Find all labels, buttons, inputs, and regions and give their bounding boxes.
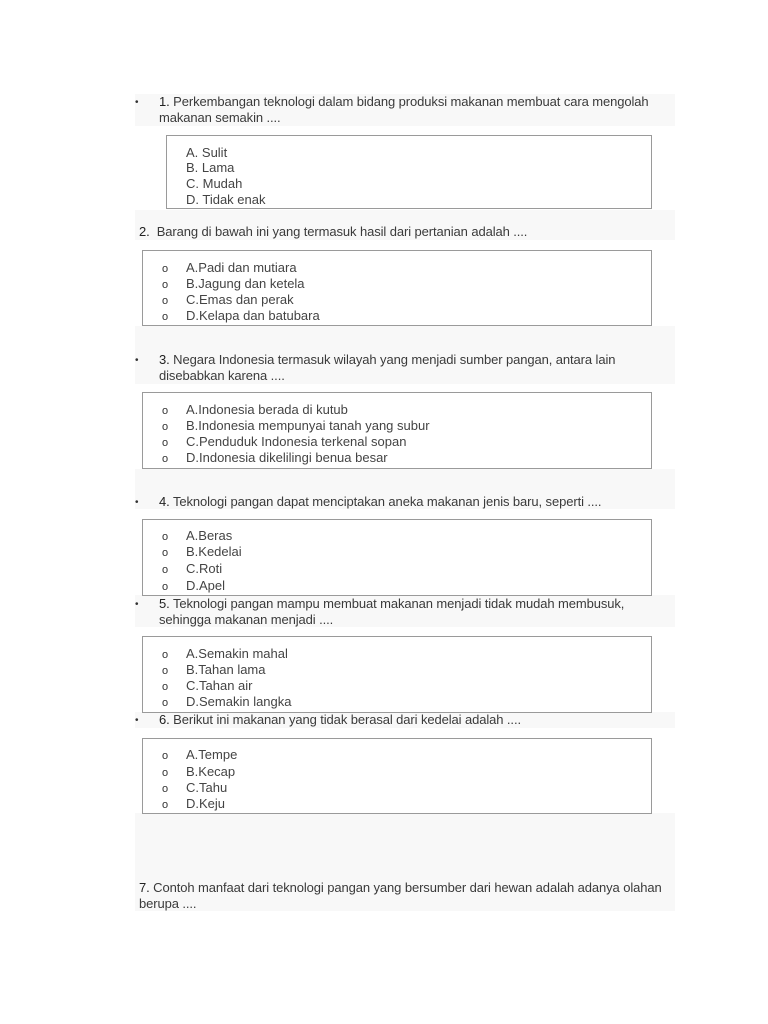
- question-5: [159, 596, 649, 628]
- option-marker: o: [162, 665, 169, 677]
- option-c[interactable]: C.Roti: [186, 561, 223, 576]
- option-d[interactable]: D.Indonesia dikelilingi benua besar: [186, 450, 388, 465]
- option-marker: o: [162, 295, 169, 307]
- bullet-marker: •: [135, 97, 139, 108]
- option-c[interactable]: C.Tahu: [186, 780, 228, 795]
- option-marker: o: [162, 531, 169, 543]
- question-text: Berikut ini makanan yang tidak berasal dari kedelai adalah ....: [173, 712, 521, 727]
- option-marker: o: [162, 437, 169, 449]
- question-text: Teknologi pangan mampu membuat makanan menjadi tidak mudah membusuk, sehingga makanan menjadi ....: [159, 596, 625, 627]
- option-c[interactable]: C.Penduduk Indonesia terkenal sopan: [186, 434, 407, 449]
- option-c[interactable]: C. Mudah: [186, 176, 243, 191]
- question-6: [159, 712, 659, 728]
- option-marker: o: [162, 697, 169, 709]
- option-marker: o: [162, 581, 169, 593]
- bullet-marker: •: [135, 599, 139, 610]
- option-marker: o: [162, 681, 169, 693]
- option-b[interactable]: B.Jagung dan ketela: [186, 276, 305, 291]
- option-marker: o: [162, 750, 169, 762]
- option-marker: o: [162, 279, 169, 291]
- option-marker: o: [162, 564, 169, 576]
- option-marker: o: [162, 649, 169, 661]
- bullet-marker: •: [135, 497, 139, 508]
- option-marker: o: [162, 767, 169, 779]
- question-number: 4.: [159, 494, 170, 509]
- question-number: 7.: [139, 880, 150, 895]
- option-marker: o: [162, 405, 169, 417]
- question-4: [159, 494, 659, 510]
- option-c[interactable]: C.Tahan air: [186, 678, 253, 693]
- option-b[interactable]: B.Indonesia mempunyai tanah yang subur: [186, 418, 430, 433]
- option-marker: o: [162, 453, 169, 465]
- option-marker: o: [162, 799, 169, 811]
- option-a[interactable]: A.Indonesia berada di kutub: [186, 402, 348, 417]
- bullet-marker: •: [135, 355, 139, 366]
- question-number: 5.: [159, 596, 170, 611]
- question-text: Barang di bawah ini yang termasuk hasil dari pertanian adalah ....: [156, 224, 528, 239]
- option-a[interactable]: A.Padi dan mutiara: [186, 260, 297, 275]
- option-b[interactable]: B. Lama: [186, 160, 235, 175]
- option-marker: o: [162, 421, 169, 433]
- question-text: Negara Indonesia termasuk wilayah yang menjadi sumber pangan, antara lain disebabkan karena ....: [159, 352, 616, 383]
- option-d[interactable]: D.Semakin langka: [186, 694, 292, 709]
- option-d[interactable]: D. Tidak enak: [186, 192, 266, 207]
- question-number: 1.: [159, 94, 170, 109]
- option-marker: o: [162, 263, 169, 275]
- option-marker: o: [162, 783, 169, 795]
- option-marker: o: [162, 547, 169, 559]
- bullet-marker: •: [135, 715, 139, 726]
- option-b[interactable]: B.Kecap: [186, 764, 236, 779]
- option-d[interactable]: D.Apel: [186, 578, 226, 593]
- option-c[interactable]: C.Emas dan perak: [186, 292, 294, 307]
- question-text: Teknologi pangan dapat menciptakan aneka makanan jenis baru, seperti ....: [172, 494, 602, 509]
- question-number: 2.: [139, 224, 150, 239]
- option-d[interactable]: D.Kelapa dan batubara: [186, 308, 320, 323]
- option-a[interactable]: A. Sulit: [186, 145, 228, 160]
- question-text: Contoh manfaat dari teknologi pangan yang bersumber dari hewan adalah adanya olahan berupa ....: [139, 880, 662, 911]
- option-marker: o: [162, 311, 169, 323]
- option-b[interactable]: B.Tahan lama: [186, 662, 266, 677]
- question-2: [139, 224, 659, 240]
- question-7: [139, 880, 669, 912]
- question-1: [159, 94, 659, 126]
- option-a[interactable]: A.Beras: [186, 528, 233, 543]
- question-number: 3.: [159, 352, 170, 367]
- option-a[interactable]: A.Semakin mahal: [186, 646, 288, 661]
- option-d[interactable]: D.Keju: [186, 796, 226, 811]
- question-3: [159, 352, 649, 384]
- option-b[interactable]: B.Kedelai: [186, 544, 242, 559]
- question-text: Perkembangan teknologi dalam bidang produksi makanan membuat cara mengolah makanan semakin ....: [159, 94, 649, 125]
- question-number: 6.: [159, 712, 170, 727]
- option-a[interactable]: A.Tempe: [186, 747, 238, 762]
